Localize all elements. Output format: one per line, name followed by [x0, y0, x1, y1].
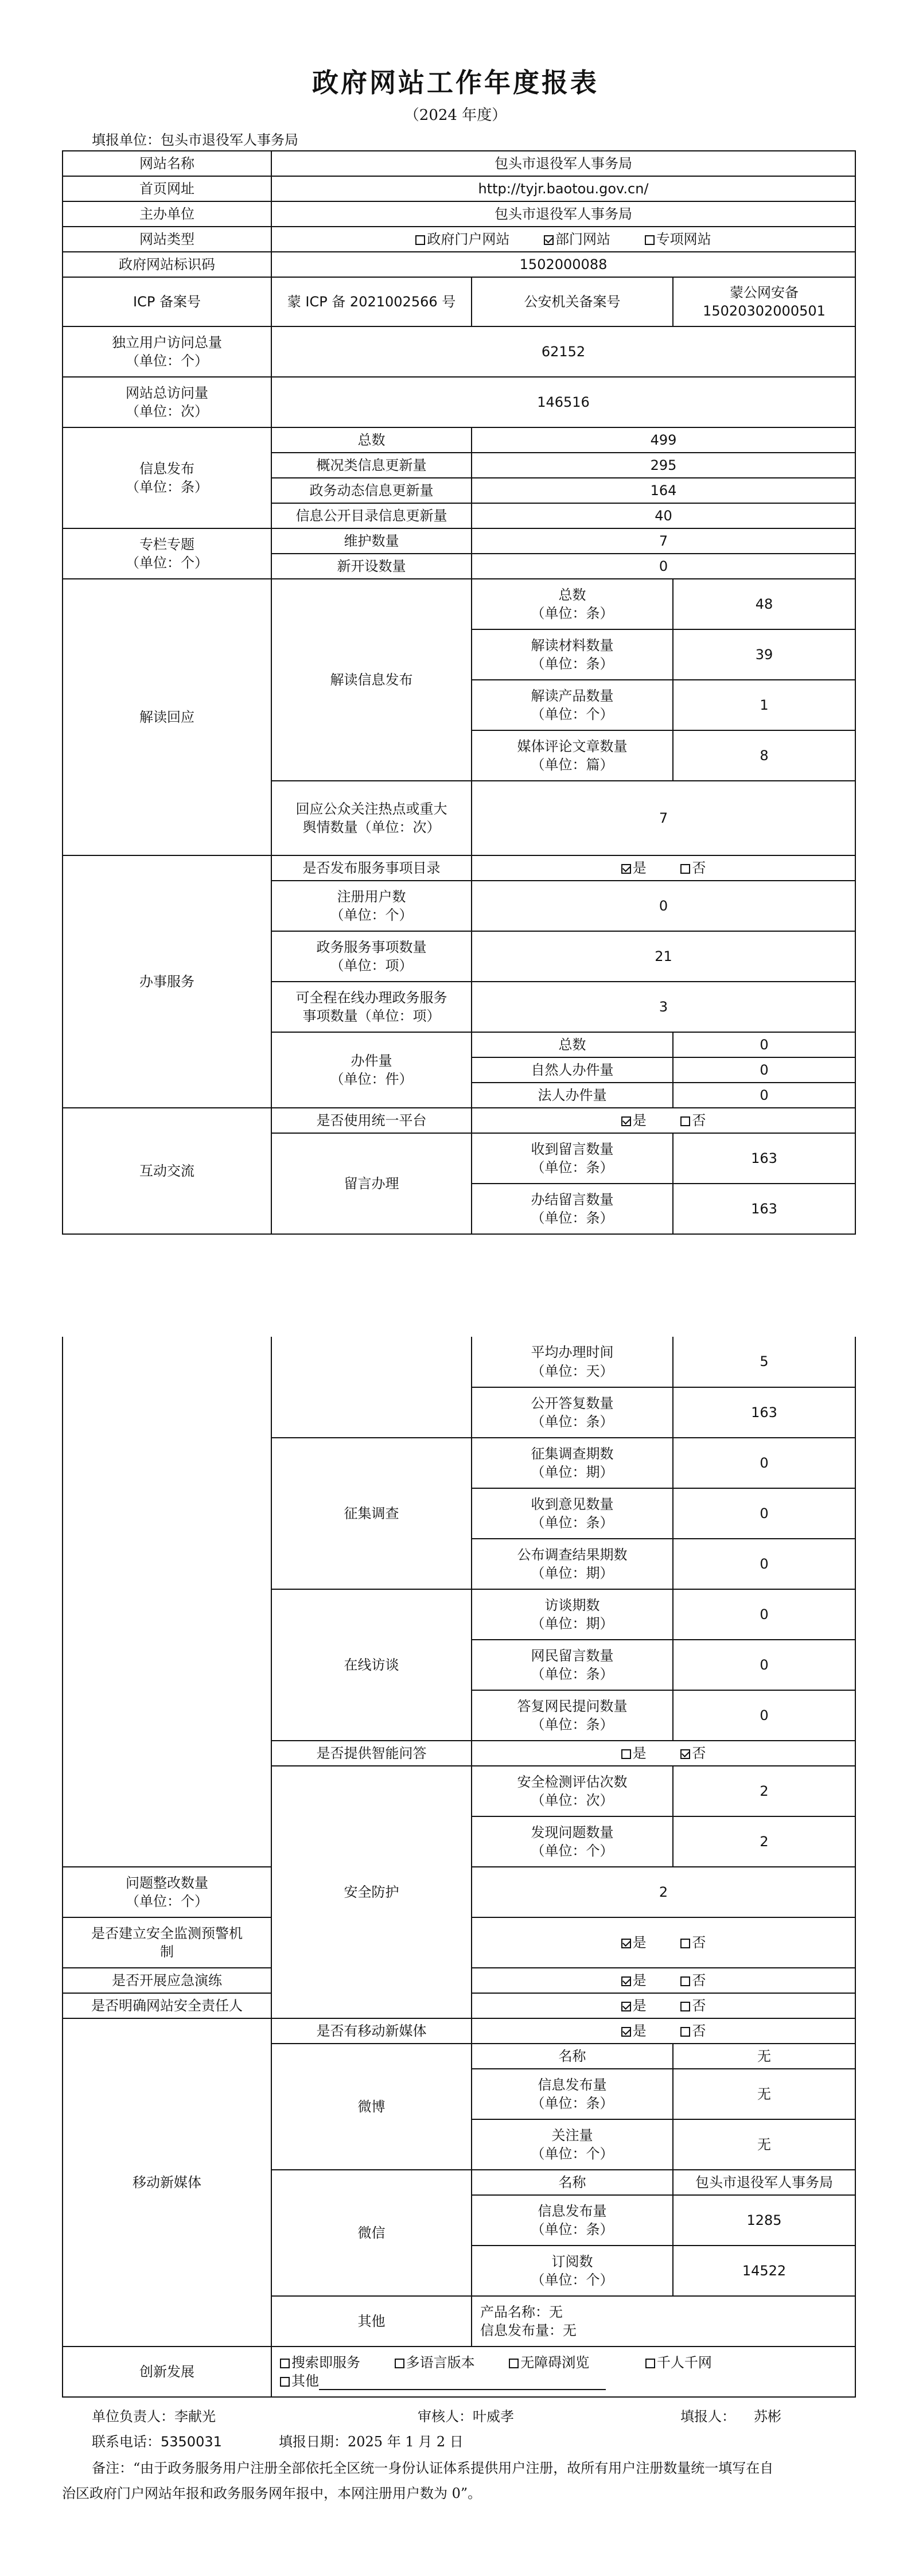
no-option: 否	[692, 2022, 706, 2039]
survey-row-label-line1: 征集调查期数	[531, 1445, 614, 1462]
column-row-value: 7	[472, 528, 855, 554]
done-value: 163	[673, 1184, 855, 1234]
avg-time-value: 5	[673, 1337, 855, 1387]
checkbox-checked-icon[interactable]	[621, 2027, 631, 2037]
footer-phone	[92, 2430, 222, 2450]
security-row-label-line2: （单位：个）	[126, 1893, 208, 1909]
service-items-value: 21	[472, 931, 855, 982]
survey-row-label-line2: （单位：期）	[531, 1565, 614, 1581]
catalog-options	[472, 855, 855, 881]
innovation-option: 千人千网	[656, 2354, 712, 2371]
weibo-posts-value: 无	[673, 2069, 855, 2119]
site-name-label: 网站名称	[63, 151, 271, 176]
interpret-row-label	[472, 730, 673, 781]
interpret-row-value: 8	[673, 730, 855, 781]
footer-head-name: 李献光	[174, 2408, 216, 2425]
drill-label: 是否开展应急演练	[63, 1968, 271, 1993]
checkbox-checked-icon[interactable]	[621, 1939, 631, 1948]
site-name-value: 包头市退役军人事务局	[271, 151, 855, 176]
volume-row-value: 0	[673, 1083, 855, 1108]
police-value-line1: 蒙公网安备	[730, 284, 799, 301]
wechat-posts-value: 1285	[673, 2195, 855, 2246]
interview-row-label-line1: 网民留言数量	[531, 1647, 614, 1664]
volume-label	[271, 1032, 472, 1108]
footer-note-line2: 治区政府门户网站年报和政务服务网年报中，本网注册用户数为 0”。	[62, 2485, 482, 2501]
security-row-label-line1: 问题整改数量	[126, 1874, 208, 1891]
service-items-label-line1: 政务服务事项数量	[316, 939, 427, 955]
hot-topic-value: 7	[472, 781, 855, 855]
info-publish-label-line2: （单位：条）	[126, 479, 208, 495]
checkbox-unchecked-icon[interactable]	[621, 1749, 631, 1759]
weibo-posts-label-line2: （单位：条）	[531, 2095, 614, 2111]
owner-label: 是否明确网站安全责任人	[63, 1993, 271, 2018]
column-label-line1: 专栏专题	[139, 536, 194, 552]
volume-label-line1: 办件量	[351, 1052, 392, 1069]
no-option: 否	[692, 1997, 706, 2014]
reg-users-label	[271, 881, 472, 931]
info-publish-label-line1: 信息发布	[139, 460, 194, 477]
wechat-posts-label-line2: （单位：条）	[531, 2221, 614, 2238]
icp-value: 蒙 ICP 备 2021002566 号	[271, 277, 472, 326]
survey-row-label	[472, 1539, 673, 1589]
weibo-follow-label-line1: 关注量	[551, 2127, 593, 2143]
mobile-has-label: 是否有移动新媒体	[271, 2018, 472, 2044]
home-url-value: http://tyjr.baotou.gov.cn/	[271, 176, 855, 201]
interview-row-value: 0	[673, 1640, 855, 1690]
security-row-label-line1: 安全检测评估次数	[517, 1773, 628, 1790]
done-label	[472, 1184, 673, 1234]
footer-filler	[680, 2405, 781, 2425]
site-type-portal: 政府门户网站	[427, 231, 510, 247]
monitor-label-line2: 制	[160, 1944, 174, 1960]
online-items-label	[271, 982, 472, 1032]
interpret-row-label-line1: 媒体评论文章数量	[517, 738, 628, 754]
owner-options	[472, 1993, 855, 2018]
online-items-value: 3	[472, 982, 855, 1032]
interpret-row-value: 1	[673, 680, 855, 730]
footer-note-line1: 备注：“由于政务服务用户注册全部依托全区统一身份认证体系提供用户注册，故所有用户注册数量统一填写在自	[92, 2460, 774, 2476]
pv-value: 146516	[271, 377, 855, 427]
no-option: 否	[692, 1934, 706, 1951]
survey-row-value: 0	[673, 1539, 855, 1589]
innovation-option: 多语言版本	[406, 2354, 475, 2371]
yes-option: 是	[632, 1934, 647, 1951]
checkbox-checked-icon[interactable]	[680, 1749, 690, 1759]
checkbox-unchecked-icon[interactable]	[280, 2377, 290, 2387]
service-items-label	[271, 931, 472, 982]
info-row-value: 40	[472, 503, 855, 528]
volume-row-label: 自然人办件量	[472, 1057, 673, 1083]
footer-head-label: 单位负责人：	[92, 2408, 174, 2425]
interview-row-value: 0	[673, 1690, 855, 1741]
survey-row-label	[472, 1488, 673, 1539]
checkbox-checked-icon[interactable]	[621, 2002, 631, 2011]
checkbox-checked-icon[interactable]	[544, 235, 554, 245]
hot-topic-label: 回应公众关注热点或重大舆情数量（单位：次）	[271, 781, 472, 855]
checkbox-unchecked-icon[interactable]	[680, 864, 690, 874]
avg-time-label-line1: 平均办理时间	[531, 1344, 614, 1361]
volume-label-line2: （单位：件）	[330, 1071, 413, 1087]
interview-row-label-line1: 答复网民提问数量	[517, 1698, 628, 1714]
yes-option: 是	[632, 1972, 647, 1989]
interpret-label: 解读回应	[63, 579, 271, 855]
checkbox-unchecked-icon[interactable]	[680, 2002, 690, 2011]
interpret-row-label	[472, 629, 673, 680]
info-row-label: 政务动态信息更新量	[271, 478, 472, 503]
interpret-row-label-line2: （单位：个）	[531, 706, 614, 722]
catalog-label: 是否发布服务事项目录	[271, 855, 472, 881]
msg-handling-label: 留言办理	[271, 1133, 472, 1234]
report-table-page2	[62, 1337, 856, 2398]
wechat-subs-value: 14522	[673, 2246, 855, 2296]
footer-date-label: 填报日期：	[279, 2434, 348, 2450]
security-row-label	[472, 1816, 673, 1867]
smart-qa-options	[472, 1741, 855, 1766]
volume-row-label: 总数	[472, 1032, 673, 1057]
innovation-option: 搜索即服务	[291, 2354, 360, 2371]
online-items-label-line2: 事项数量（单位：项）	[302, 1008, 441, 1024]
wechat-posts-label	[472, 2195, 673, 2246]
yes-option: 是	[632, 1997, 647, 2014]
checkbox-unchecked-icon[interactable]	[395, 2359, 404, 2368]
site-type-department: 部门网站	[555, 231, 611, 247]
other-media-value	[472, 2296, 855, 2347]
info-row-value: 295	[472, 453, 855, 478]
checkbox-checked-icon[interactable]	[621, 1976, 631, 1986]
innovation-other-input[interactable]	[319, 2376, 606, 2390]
online-items-label-line1: 可全程在线办理政务服务	[295, 989, 447, 1006]
interpret-row-value: 48	[673, 579, 855, 629]
drill-options	[472, 1968, 855, 1993]
interview-row-label-line1: 访谈期数	[544, 1597, 600, 1613]
footer-reviewer-label: 审核人：	[418, 2408, 473, 2425]
info-row-label: 信息公开目录信息更新量	[271, 503, 472, 528]
checkbox-checked-icon[interactable]	[621, 864, 631, 874]
checkbox-unchecked-icon[interactable]	[645, 235, 655, 245]
footer-filler-name: 苏彬	[754, 2408, 781, 2425]
security-row-label-line1: 发现问题数量	[531, 1824, 614, 1840]
interaction-label: 互动交流	[63, 1108, 271, 1234]
weibo-follow-value: 无	[673, 2119, 855, 2170]
info-publish-label	[63, 427, 271, 528]
survey-row-label-line2: （单位：条）	[531, 1515, 614, 1531]
interpret-sub-label: 解读信息发布	[271, 579, 472, 781]
weibo-name-value: 无	[673, 2044, 855, 2069]
wechat-name-label: 名称	[472, 2170, 673, 2195]
home-url-label: 首页网址	[63, 176, 271, 201]
filler-unit-value: 包头市退役军人事务局	[161, 132, 298, 148]
interview-row-label	[472, 1589, 673, 1640]
interaction-label-continued	[63, 1337, 271, 1867]
survey-row-label-line2: （单位：期）	[531, 1464, 614, 1480]
public-reply-value: 163	[673, 1387, 855, 1438]
site-type-special: 专项网站	[656, 231, 711, 247]
footer-reviewer	[418, 2405, 514, 2425]
volume-row-value: 0	[673, 1032, 855, 1057]
interpret-row-label	[472, 680, 673, 730]
platform-options	[472, 1108, 855, 1133]
no-option: 否	[692, 1972, 706, 1989]
service-items-label-line2: （单位：项）	[330, 958, 413, 974]
monitor-label-line1: 是否建立安全监测预警机	[91, 1925, 243, 1941]
column-label-line2: （单位：个）	[126, 555, 208, 571]
wechat-posts-label-line1: 信息发布量	[538, 2203, 607, 2219]
checkbox-unchecked-icon[interactable]	[680, 1976, 690, 1986]
security-row-value: 2	[673, 1766, 855, 1816]
service-label: 办事服务	[63, 855, 271, 1108]
mobile-has-options	[472, 2018, 855, 2044]
reg-users-label-line1: 注册用户数	[337, 888, 406, 905]
pv-label	[63, 377, 271, 427]
checkbox-unchecked-icon[interactable]	[680, 1939, 690, 1948]
innovation-option: 无障碍浏览	[520, 2354, 590, 2371]
footer-date-value: 2025 年 1 月 2 日	[348, 2434, 464, 2450]
info-row-label: 总数	[271, 427, 472, 453]
interview-row-value: 0	[673, 1589, 855, 1640]
msg-handling-continued	[271, 1337, 472, 1438]
pv-label-line2: （单位：次）	[126, 403, 208, 419]
police-value-line2: 15020302000501	[703, 303, 826, 319]
sponsor-value: 包头市退役军人事务局	[271, 201, 855, 227]
site-type-label: 网站类型	[63, 227, 271, 252]
yes-option: 是	[632, 1112, 647, 1129]
checkbox-unchecked-icon[interactable]	[415, 235, 425, 245]
monitor-label	[63, 1917, 271, 1968]
column-row-value: 0	[472, 554, 855, 579]
security-row-label	[472, 1766, 673, 1816]
uv-label-line1: 独立用户访问总量	[112, 334, 222, 351]
other-media-label: 其他	[271, 2296, 472, 2347]
checkbox-unchecked-icon[interactable]	[645, 2359, 655, 2368]
interview-row-label-line2: （单位：条）	[531, 1717, 614, 1733]
column-row-label: 新开设数量	[271, 554, 472, 579]
interpret-row-label-line2: （单位：篇）	[531, 757, 614, 773]
platform-label: 是否使用统一平台	[271, 1108, 472, 1133]
report-year: （2024 年度）	[404, 107, 507, 124]
other-media-line2: 信息发布量：无	[480, 2322, 577, 2338]
no-option: 否	[692, 859, 706, 876]
interpret-row-value: 39	[673, 629, 855, 680]
weibo-follow-label-line2: （单位：个）	[531, 2146, 614, 2162]
avg-time-label-line2: （单位：天）	[531, 1363, 614, 1379]
public-reply-label-line2: （单位：条）	[531, 1414, 614, 1430]
footer-head	[92, 2405, 216, 2425]
interpret-row-label-line2: （单位：条）	[531, 605, 614, 621]
innovation-other-label: 其他	[291, 2373, 319, 2389]
wechat-subs-label-line1: 订阅数	[551, 2253, 593, 2270]
weibo-posts-label	[472, 2069, 673, 2119]
volume-row-label: 法人办件量	[472, 1083, 673, 1108]
footer-filler-label: 填报人：	[680, 2408, 735, 2425]
yes-option: 是	[632, 2022, 647, 2039]
public-reply-label-line1: 公开答复数量	[531, 1395, 614, 1411]
checkbox-unchecked-icon[interactable]	[280, 2359, 290, 2368]
interview-row-label	[472, 1690, 673, 1741]
icp-label: ICP 备案号	[63, 277, 271, 326]
interpret-row-label	[472, 579, 673, 629]
reg-users-label-line2: （单位：个）	[330, 907, 413, 923]
wechat-label: 微信	[271, 2170, 472, 2296]
police-label: 公安机关备案号	[472, 277, 673, 326]
interview-row-label	[472, 1640, 673, 1690]
weibo-label: 微博	[271, 2044, 472, 2170]
weibo-follow-label	[472, 2119, 673, 2170]
site-id-value: 1502000088	[271, 252, 855, 277]
footer-phone-value: 5350031	[161, 2434, 222, 2450]
received-label-line2: （单位：条）	[531, 1159, 614, 1176]
weibo-posts-label-line1: 信息发布量	[538, 2076, 607, 2093]
avg-time-label	[472, 1337, 673, 1387]
checkbox-unchecked-icon[interactable]	[680, 1116, 690, 1126]
uv-value: 62152	[271, 326, 855, 377]
reg-users-value: 0	[472, 881, 855, 931]
interview-label: 在线访谈	[271, 1589, 472, 1741]
wechat-subs-label-line2: （单位：个）	[531, 2272, 614, 2288]
security-row-label-line2: （单位：个）	[531, 1843, 614, 1859]
weibo-name-label: 名称	[472, 2044, 673, 2069]
column-label	[63, 528, 271, 579]
innovation-options	[271, 2347, 855, 2397]
no-option: 否	[692, 1112, 706, 1129]
checkbox-checked-icon[interactable]	[621, 1116, 631, 1126]
interpret-row-label-line1: 解读产品数量	[531, 687, 614, 704]
done-label-line1: 办结留言数量	[531, 1191, 614, 1208]
done-label-line2: （单位：条）	[531, 1210, 614, 1226]
pv-label-line1: 网站总访问量	[126, 384, 208, 401]
site-type-options	[271, 227, 855, 252]
footer-phone-label: 联系电话：	[92, 2434, 161, 2450]
received-label-line1: 收到留言数量	[531, 1141, 614, 1157]
security-row-label-line2: （单位：次）	[531, 1792, 614, 1808]
footer-date	[279, 2430, 464, 2450]
interview-row-label-line2: （单位：期）	[531, 1616, 614, 1632]
innovation-label: 创新发展	[63, 2347, 271, 2397]
survey-row-label-line1: 收到意见数量	[531, 1496, 614, 1512]
checkbox-unchecked-icon[interactable]	[509, 2359, 519, 2368]
survey-label: 征集调查	[271, 1438, 472, 1589]
uv-label-line2: （单位：个）	[126, 353, 208, 369]
security-row-value: 2	[673, 1816, 855, 1867]
security-row-value: 2	[472, 1867, 855, 1917]
yes-option: 是	[632, 1745, 647, 1761]
info-row-value: 499	[472, 427, 855, 453]
police-value	[673, 277, 855, 326]
smart-qa-label: 是否提供智能问答	[271, 1741, 472, 1766]
survey-row-value: 0	[673, 1438, 855, 1488]
report-table-page1	[62, 150, 856, 1235]
survey-row-label	[472, 1438, 673, 1488]
filler-unit-label: 填报单位：	[92, 132, 161, 148]
survey-row-label-line1: 公布调查结果期数	[517, 1546, 628, 1563]
site-id-label: 政府网站标识码	[63, 252, 271, 277]
no-option: 否	[692, 1745, 706, 1761]
info-row-value: 164	[472, 478, 855, 503]
info-row-label: 概况类信息更新量	[271, 453, 472, 478]
footer-reviewer-name: 叶威孝	[473, 2408, 514, 2425]
uv-label	[63, 326, 271, 377]
received-value: 163	[673, 1133, 855, 1184]
interpret-row-label-line1: 解读材料数量	[531, 637, 614, 653]
sponsor-label: 主办单位	[63, 201, 271, 227]
wechat-subs-label	[472, 2246, 673, 2296]
filler-unit	[92, 129, 298, 149]
page-title: 政府网站工作年度报表	[312, 67, 599, 98]
other-media-line1: 产品名称：无	[480, 2303, 563, 2320]
security-row-label	[63, 1867, 271, 1917]
monitor-options	[472, 1917, 855, 1968]
interpret-row-label-line1: 总数	[558, 586, 586, 603]
interpret-row-label-line2: （单位：条）	[531, 656, 614, 672]
yes-option: 是	[632, 859, 647, 876]
survey-row-value: 0	[673, 1488, 855, 1539]
received-label	[472, 1133, 673, 1184]
checkbox-unchecked-icon[interactable]	[680, 2027, 690, 2037]
security-label: 安全防护	[271, 1766, 472, 2018]
interview-row-label-line2: （单位：条）	[531, 1666, 614, 1682]
public-reply-label	[472, 1387, 673, 1438]
wechat-name-value: 包头市退役军人事务局	[673, 2170, 855, 2195]
mobile-label: 移动新媒体	[63, 2018, 271, 2347]
column-row-label: 维护数量	[271, 528, 472, 554]
volume-row-value: 0	[673, 1057, 855, 1083]
